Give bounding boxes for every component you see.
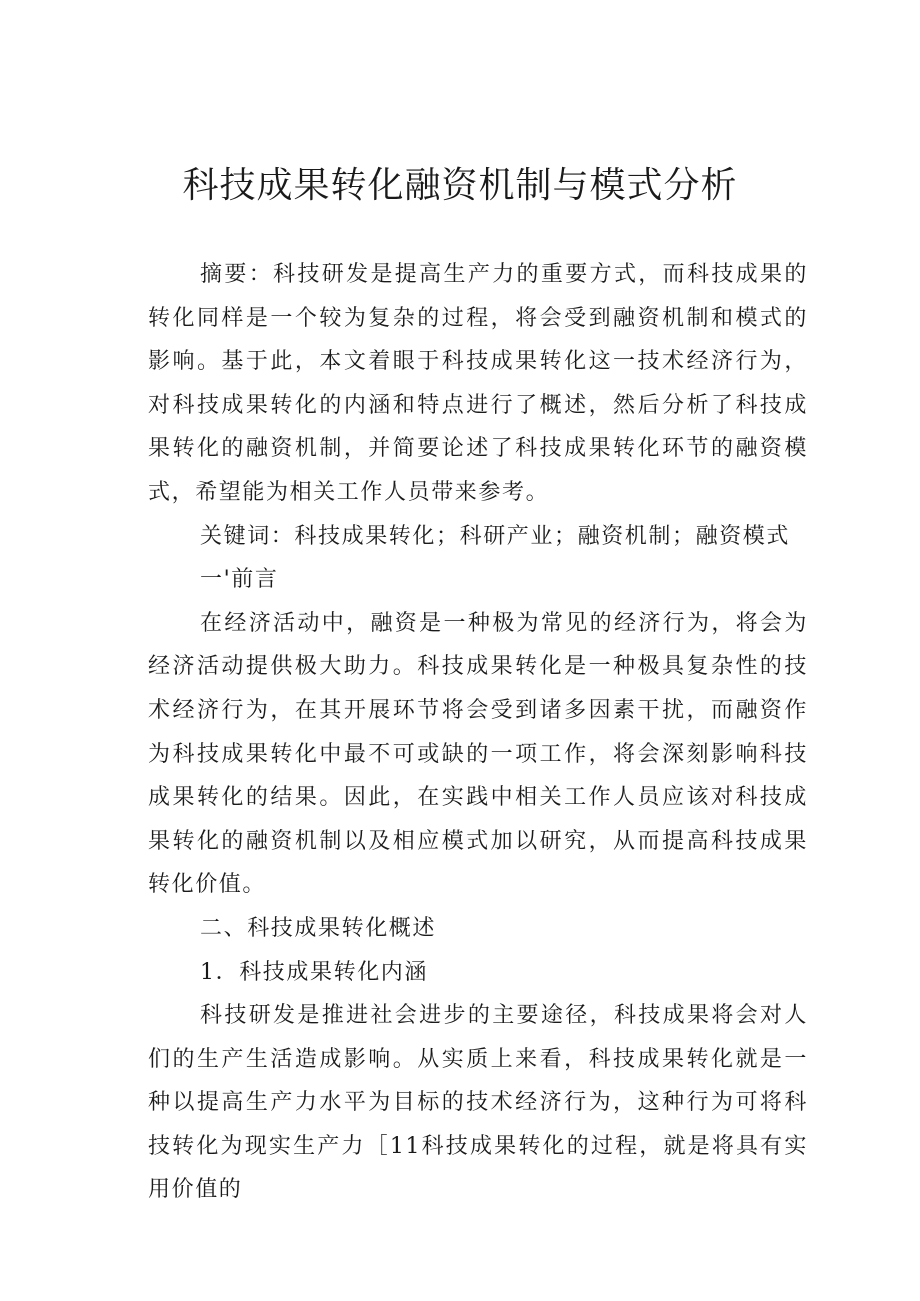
keywords-line: 关键词：科技成果转化；科研产业；融资机制；融资模式 xyxy=(200,523,791,549)
connotation-paragraph: 科技研发是推进社会进步的主要途径，科技成果将会对人们的生产生活造成影响。从实质上来看，科技成果转化就是一种以提高生产力水平为目标的技术经济行为，这种行为可将科技转化为现实生产力［11科技成果转化的过程，就是将具有实用价值的 xyxy=(148,1003,808,1203)
subsection-heading-connotation: 1．科技成果转化内涵 xyxy=(200,959,428,985)
abstract-paragraph: 摘要：科技研发是提高生产力的重要方式，而科技成果的转化同样是一个较为复杂的过程，将会受到融资机制和模式的影响。基于此，本文着眼于科技成果转化这一技术经济行为，对科技成果转化的内涵和特点进行了概述，然后分析了科技成果转化的融资机制，并简要论述了科技成果转化环节的融资模式，希望能为相关工作人员带来参考。 xyxy=(148,262,808,505)
section-heading-introduction: 一'前言 xyxy=(200,567,279,593)
document-title: 科技成果转化融资机制与模式分析 xyxy=(182,165,738,206)
introduction-paragraph: 在经济活动中，融资是一种极为常见的经济行为，将会为经济活动提供极大助力。科技成果转化是一种极具复杂性的技术经济行为，在其开展环节将会受到诸多因素干扰，而融资作为科技成果转化中最不可或缺的一项工作，将会深刻影响科技成果转化的结果。因此，在实践中相关工作人员应该对科技成果转化的融资机制以及相应模式加以研究，从而提高科技成果转化价值。 xyxy=(148,610,808,898)
document-body xyxy=(148,253,808,1212)
section-heading-overview: 二、科技成果转化概述 xyxy=(200,915,437,941)
